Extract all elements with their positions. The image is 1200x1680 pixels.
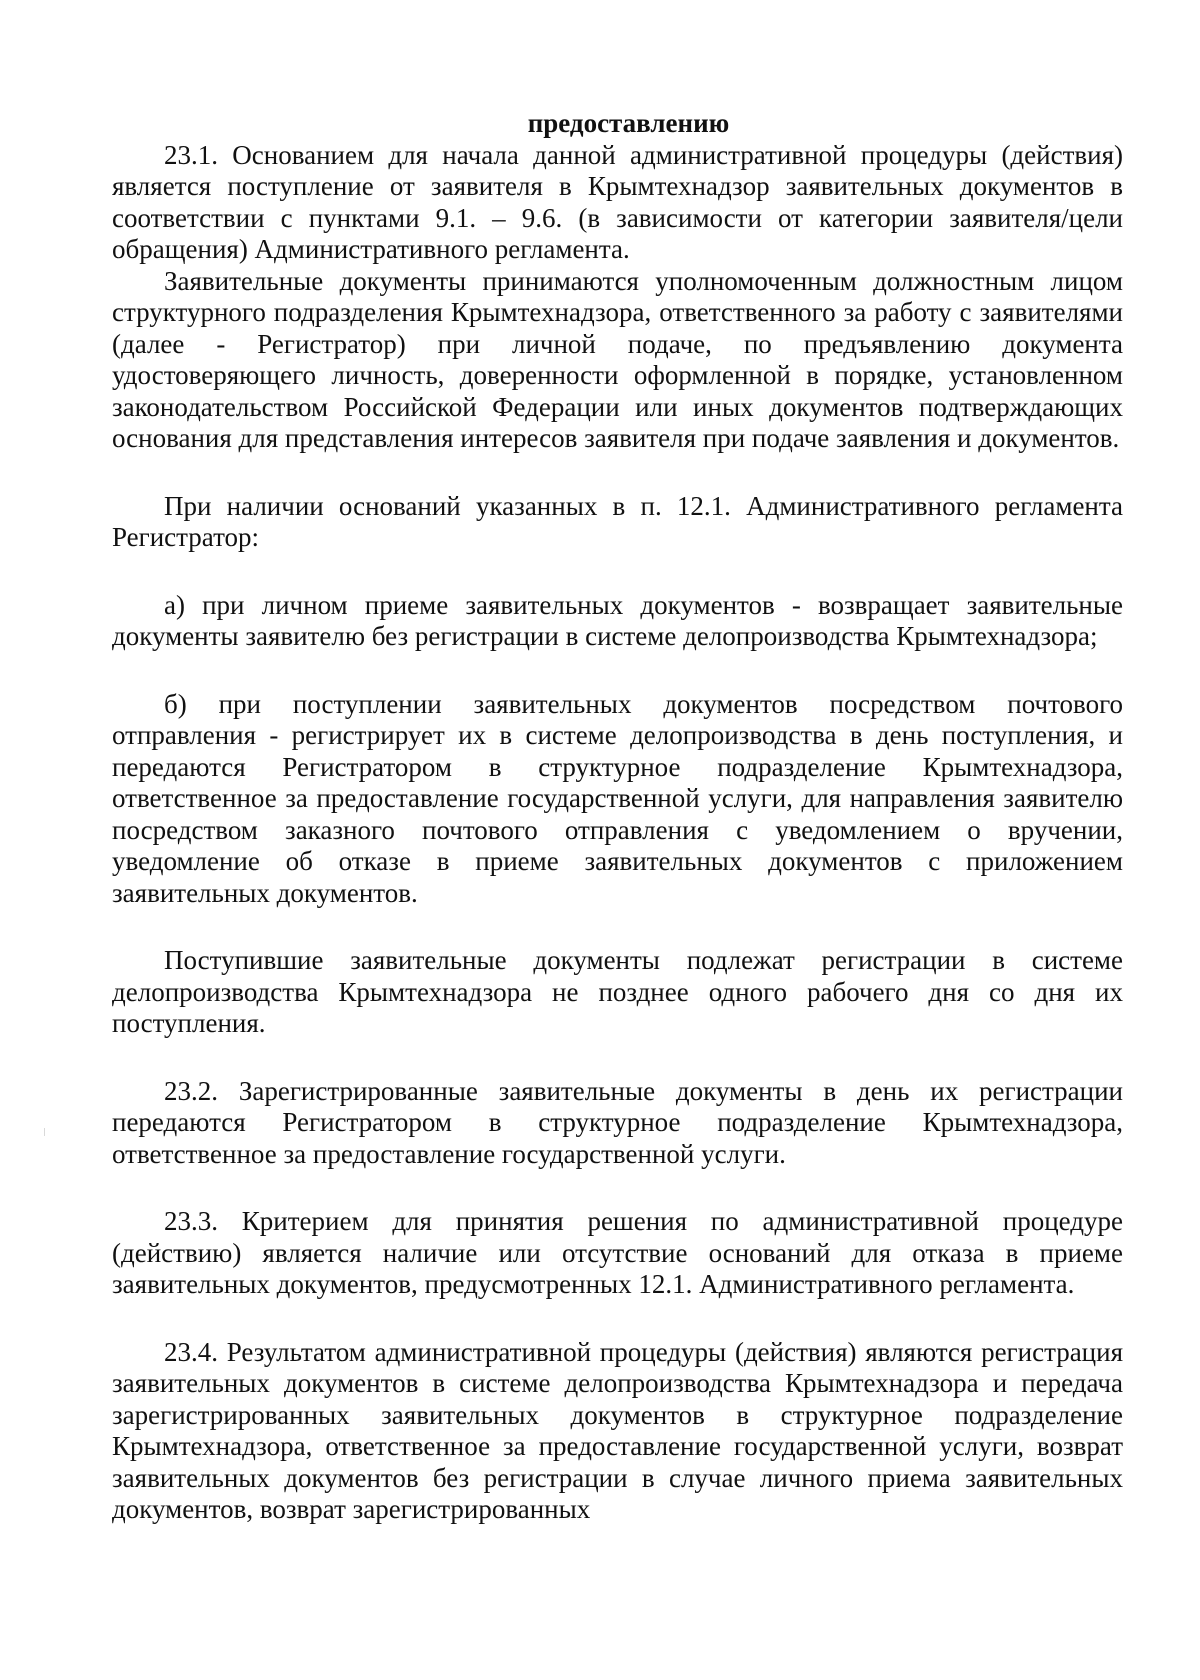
- paragraph-registration-deadline: Поступившие заявительные документы подлежат регистрации в системе делопроизводства Крымтехнадзора не позднее одного рабочего дня со дня их поступления.: [112, 945, 1123, 1038]
- scan-margin-mark: [44, 1128, 45, 1136]
- document-body: [112, 108, 1123, 1526]
- paragraph-item-a: а) при личном приеме заявительных документов - возвращает заявительные документы заявителю без регистрации в системе делопроизводства Крымтехнадзора;: [112, 589, 1123, 651]
- paragraph-23-4: 23.4. Результатом административной процедуры (действия) являются регистрация заявительных документов в системе делопроизводства Крымтехнадзора и передача зарегистрированных заявительных документов в структурное подразделение Крымтехнадзора, ответственное за предоставление государственной услуги, возврат заявительных документов без регистрации в случае личного приема заявительных документов, возврат зарегистрированных: [112, 1336, 1123, 1524]
- paragraph-registrar-acceptance: Заявительные документы принимаются уполномоченным должностным лицом структурного подразделения Крымтехнадзора, ответственного за работу с заявителями (далее - Регистратор) при личной подаче, по предъявлению документа удостоверяющего личность, доверенности оформленной в порядке, установленном законодательством Российской Федерации или иных документов подтверждающих основания для представления интересов заявителя при подаче заявления и документов.: [112, 265, 1123, 453]
- paragraph-23-1: 23.1. Основанием для начала данной административной процедуры (действия) является поступление от заявителя в Крымтехнадзор заявительных документов в соответствии с пунктами 9.1. – 9.6. (в зависимости от категории заявителя/цели обращения) Административного регламента.: [112, 139, 1123, 264]
- paragraph-grounds-intro: При наличии оснований указанных в п. 12.1. Административного регламента Регистратор:: [112, 490, 1123, 552]
- paragraph-item-b: б) при поступлении заявительных документов посредством почтового отправления - регистрирует их в системе делопроизводства в день поступления, и передаются Регистратором в структурное подразделение Крымтехнадзора, ответственное за предоставление государственной услуги, для направления заявителю посредством заказного почтового отправления с уведомлением о вручении, уведомление об отказе в приеме заявительных документов с приложением заявительных документов.: [112, 688, 1123, 908]
- section-heading: предоставлению: [527, 108, 730, 138]
- paragraph-23-3: 23.3. Критерием для принятия решения по административной процедуре (действию) является наличие или отсутствие оснований для отказа в приеме заявительных документов, предусмотренных 12.1. Административного регламента.: [112, 1206, 1123, 1299]
- paragraph-23-2: 23.2. Зарегистрированные заявительные документы в день их регистрации передаются Регистратором в структурное подразделение Крымтехнадзора, ответственное за предоставление государственной услуги.: [112, 1075, 1123, 1169]
